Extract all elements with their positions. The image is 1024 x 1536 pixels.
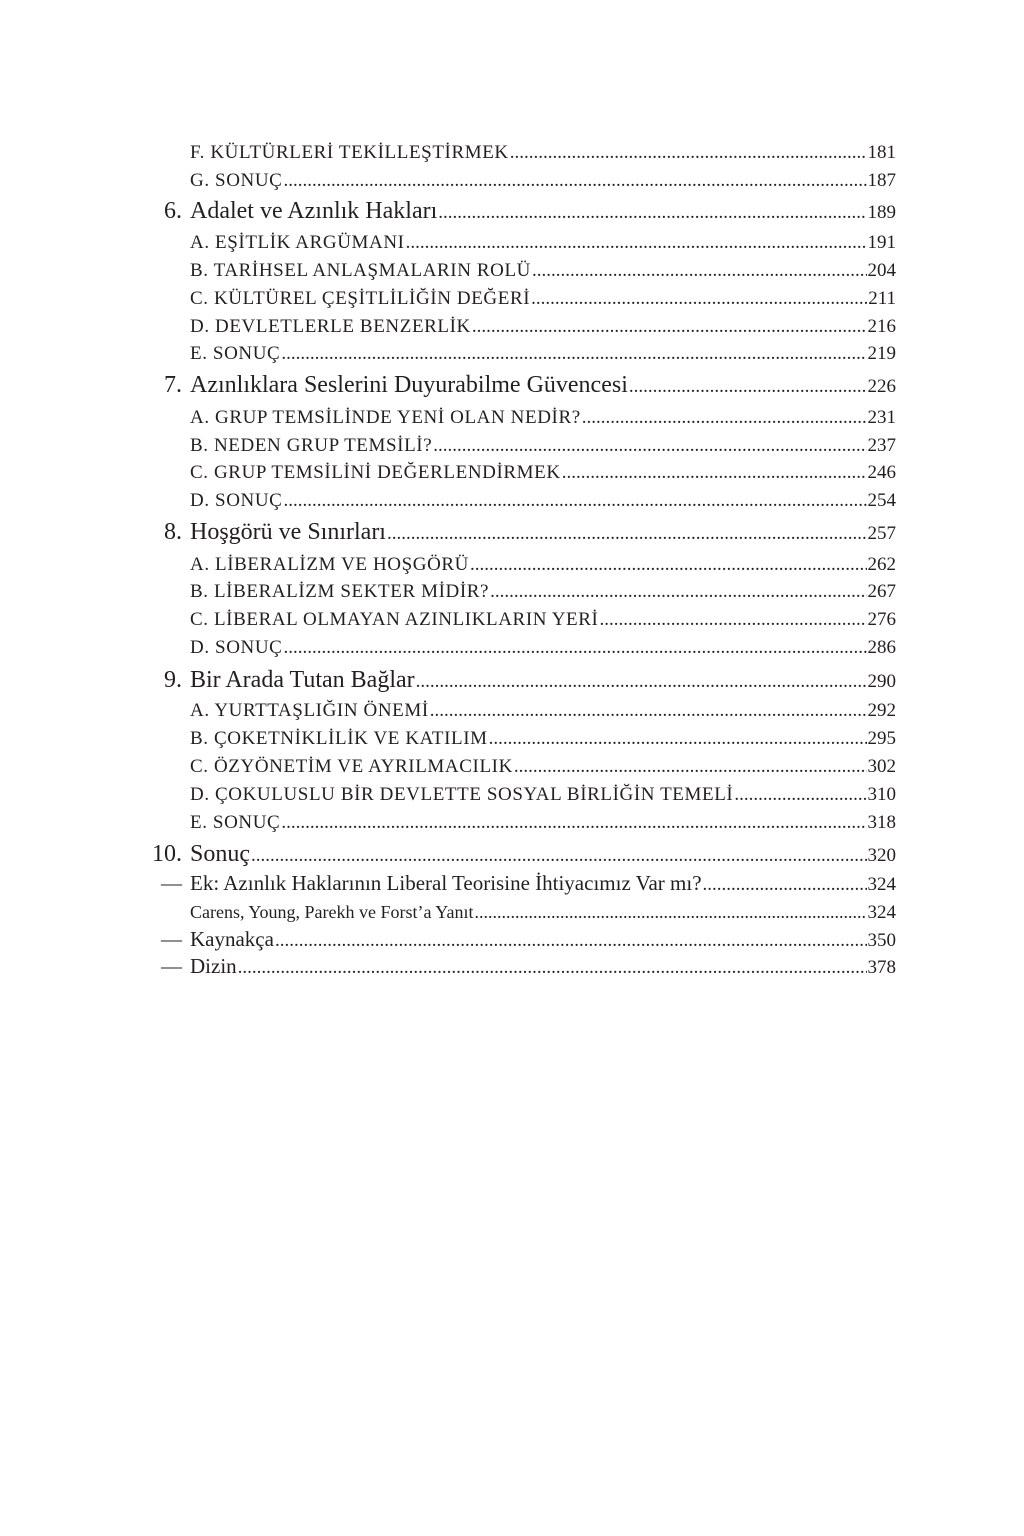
- toc-chapter-entry: [0, 864, 1024, 894]
- dot-leader: [475, 903, 867, 921]
- toc-entry-page: 189: [867, 202, 896, 223]
- toc-entry-title: Azınlıklara Seslerini Duyurabilme Güvencesi: [190, 372, 628, 398]
- toc-entry-page: 302: [867, 756, 896, 777]
- toc-entry: [0, 774, 1024, 804]
- toc-entry-title: D. ÇOKULUSLU BİR DEVLETTE SOSYAL BİRLİĞİN TEMELİ: [190, 784, 734, 805]
- toc-entry-page: 262: [867, 554, 896, 575]
- toc-entry: [0, 627, 1024, 657]
- toc-entry-page: 318: [867, 812, 896, 833]
- toc-entry: [0, 397, 1024, 427]
- chapter-number: 7.: [164, 372, 182, 398]
- toc-entry-page: 350: [867, 930, 896, 951]
- toc-entry-page: 320: [867, 845, 896, 866]
- toc-entry: [0, 222, 1024, 252]
- toc-entry: [0, 690, 1024, 720]
- chapter-number: 8.: [164, 519, 182, 545]
- toc-entry-page: 226: [867, 376, 896, 397]
- toc-entry-page: 237: [867, 435, 896, 456]
- toc-entry-title: B. ÇOKETNİKLİLİK VE KATILIM: [190, 728, 488, 749]
- toc-entry-title: A. LİBERALİZM VE HOŞGÖRÜ: [190, 554, 469, 575]
- toc-entry-title: C. LİBERAL OLMAYAN AZINLIKLARIN YERİ: [190, 609, 599, 630]
- dot-leader: [629, 377, 867, 396]
- toc-entry-title: Sonuç: [190, 841, 250, 867]
- toc-chapter-entry: [0, 662, 1024, 692]
- toc-entry-page: 257: [867, 523, 896, 544]
- toc-entry-title: B. TARİHSEL ANLAŞMALARIN ROLÜ: [190, 260, 532, 281]
- chapter-number: 6.: [164, 198, 182, 224]
- toc-entry: [0, 452, 1024, 482]
- dot-leader: [238, 958, 867, 977]
- toc-entry: [0, 306, 1024, 336]
- toc-entry: [0, 278, 1024, 308]
- toc-entry-page: 290: [867, 671, 896, 692]
- dot-leader: [283, 171, 866, 190]
- toc-entry: [0, 132, 1024, 162]
- toc-entry-page: 216: [867, 316, 896, 337]
- toc-entry-page: 187: [867, 170, 896, 191]
- chapter-number: 10.: [152, 841, 182, 867]
- toc-entry-title: Dizin: [190, 954, 237, 978]
- toc-entry-title: G. SONUÇ: [190, 170, 283, 191]
- toc-entry-page: 219: [867, 343, 896, 364]
- toc-entry-page: 324: [867, 874, 896, 895]
- toc-entry: [0, 544, 1024, 574]
- toc-chapter-entry: [0, 367, 1024, 397]
- toc-entry: [0, 746, 1024, 776]
- toc-chapter-entry: [0, 836, 1024, 866]
- toc-chapter-entry: [0, 947, 1024, 977]
- toc-entry: [0, 250, 1024, 280]
- toc-entry-title: C. ÖZYÖNETİM VE AYRILMACILIK: [190, 756, 513, 777]
- toc-entry-title: Hoşgörü ve Sınırları: [190, 519, 386, 545]
- toc-entry-title: F. KÜLTÜRLERİ TEKİLLEŞTİRMEK: [190, 142, 509, 163]
- dot-leader: [251, 846, 867, 865]
- toc-entry: [0, 599, 1024, 629]
- toc-entry-page: 276: [867, 609, 896, 630]
- toc-entry-title: E. SONUÇ: [190, 812, 281, 833]
- toc-entry-title: E. SONUÇ: [190, 343, 281, 364]
- toc-chapter-entry: [0, 920, 1024, 950]
- toc-entry-title: D. DEVLETLERLE BENZERLİK: [190, 316, 471, 337]
- toc-entry: [0, 718, 1024, 748]
- toc-entry-title: C. KÜLTÜREL ÇEŞİTLİLİĞİN DEĞERİ: [190, 288, 531, 309]
- toc-chapter-entry: [0, 514, 1024, 544]
- toc-entry: [0, 892, 1024, 922]
- toc-entry: [0, 571, 1024, 601]
- toc-entry-title: Adalet ve Azınlık Hakları: [190, 198, 438, 224]
- dot-leader: [438, 203, 866, 222]
- toc-entry-title: D. SONUÇ: [190, 637, 283, 658]
- toc-entry-title: B. NEDEN GRUP TEMSİLİ?: [190, 435, 433, 456]
- em-dash: —: [161, 927, 182, 951]
- em-dash: —: [161, 954, 182, 978]
- toc-entry-page: 211: [868, 288, 896, 309]
- toc-entry-page: 267: [867, 581, 896, 602]
- toc-entry-page: 181: [867, 142, 896, 163]
- toc-entry: [0, 480, 1024, 510]
- toc-entry-title: Bir Arada Tutan Bağlar: [190, 667, 415, 693]
- toc-entry-page: 246: [867, 462, 896, 483]
- toc-chapter-entry: [0, 193, 1024, 223]
- toc-entry: [0, 425, 1024, 455]
- toc-entry: [0, 802, 1024, 832]
- toc-entry-page: 292: [867, 700, 896, 721]
- toc-entry-page: 286: [867, 637, 896, 658]
- dot-leader: [281, 344, 866, 363]
- dot-leader: [283, 638, 866, 657]
- toc-entry-title: D. SONUÇ: [190, 490, 283, 511]
- toc-entry: [0, 333, 1024, 363]
- toc-entry-title: Carens, Young, Parekh ve Forst’a Yanıt: [190, 902, 474, 922]
- toc-entry-title: B. LİBERALİZM SEKTER MİDİR?: [190, 581, 490, 602]
- toc-entry-page: 310: [867, 784, 896, 805]
- toc-entry-page: 324: [867, 902, 896, 923]
- dot-leader: [387, 524, 867, 543]
- toc-entry-page: 378: [867, 957, 896, 978]
- toc-entry-page: 231: [867, 407, 896, 428]
- toc-entry-title: Ek: Azınlık Haklarının Liberal Teorisine İhtiyacımız Var mı?: [190, 871, 702, 895]
- toc-entry-page: 191: [867, 232, 896, 253]
- dot-leader: [281, 813, 866, 832]
- toc-entry: [0, 160, 1024, 190]
- toc-entry-title: Kaynakça: [190, 927, 274, 951]
- toc-entry-page: 295: [867, 728, 896, 749]
- toc-entry-title: A. GRUP TEMSİLİNDE YENİ OLAN NEDİR?: [190, 407, 581, 428]
- dot-leader: [283, 491, 866, 510]
- toc-entry-title: A. EŞİTLİK ARGÜMANI: [190, 232, 405, 253]
- em-dash: —: [161, 871, 182, 895]
- toc-entry-page: 254: [867, 490, 896, 511]
- toc-entry-title: A. YURTTAŞLIĞIN ÖNEMİ: [190, 700, 429, 721]
- toc-entry-page: 204: [867, 260, 896, 281]
- toc-entry-title: C. GRUP TEMSİLİNİ DEĞERLENDİRMEK: [190, 462, 561, 483]
- chapter-number: 9.: [164, 667, 182, 693]
- dot-leader: [416, 672, 867, 691]
